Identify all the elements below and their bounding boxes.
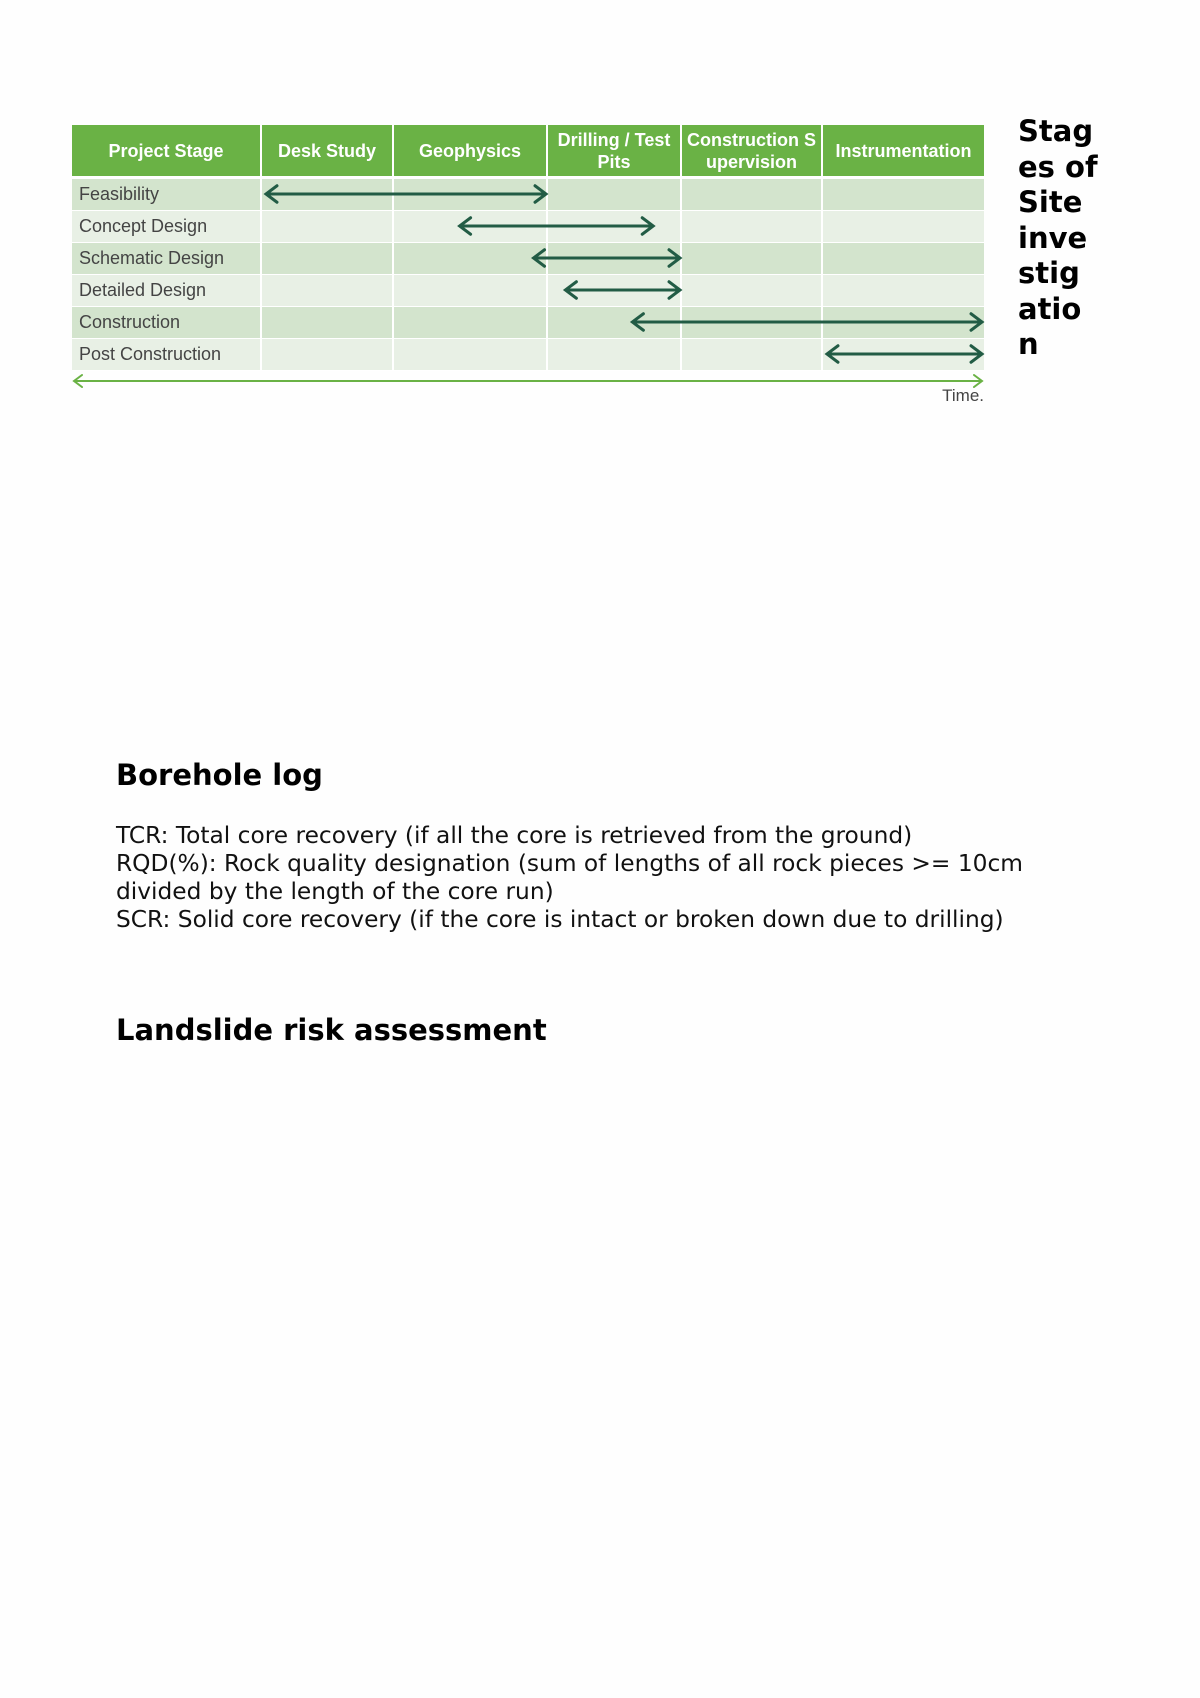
table-cell	[823, 211, 984, 243]
time-axis-label: Time.	[942, 386, 984, 405]
table-cell	[262, 179, 394, 211]
table-cell	[682, 179, 823, 211]
table-row	[72, 179, 984, 211]
stage-construction: Construction	[72, 307, 262, 339]
tcr-definition: TCR: Total core recovery (if all the core is retrieved from the ground)	[116, 822, 913, 849]
stage-concept-design: Concept Design	[72, 211, 262, 243]
table-header-row	[72, 125, 984, 179]
table-cell	[682, 275, 823, 307]
table-cell	[548, 211, 682, 243]
stage-schematic-design: Schematic Design	[72, 243, 262, 275]
table-cell	[682, 243, 823, 275]
table-cell	[823, 243, 984, 275]
header-instrumentation: Instrumentation	[823, 125, 984, 179]
table-row	[72, 275, 984, 307]
borehole-definitions	[116, 822, 1076, 934]
table-row	[72, 307, 984, 339]
side-caption: Stages of Site investigation	[1018, 114, 1098, 361]
table-cell	[548, 243, 682, 275]
header-project-stage: Project Stage	[72, 125, 262, 179]
table-cell	[262, 275, 394, 307]
table-cell	[682, 339, 823, 371]
table-cell	[394, 179, 548, 211]
table-row	[72, 243, 984, 275]
rqd-definition: RQD(%): Rock quality designation (sum of lengths of all rock pieces >= 10cm divided by the length of the core run)	[116, 850, 1023, 905]
landslide-risk-heading: Landslide risk assessment	[116, 1013, 547, 1047]
table-cell	[823, 339, 984, 371]
table-cell	[823, 275, 984, 307]
table-cell	[262, 243, 394, 275]
table-cell	[548, 307, 682, 339]
table-row	[72, 339, 984, 371]
header-geophysics: Geophysics	[394, 125, 548, 179]
table-cell	[682, 211, 823, 243]
table-cell	[394, 307, 548, 339]
borehole-log-heading: Borehole log	[116, 758, 323, 792]
table-cell	[394, 243, 548, 275]
table-cell	[682, 307, 823, 339]
table-row	[72, 211, 984, 243]
stage-post-construction: Post Construction	[72, 339, 262, 371]
table-cell	[394, 339, 548, 371]
table-cell	[262, 307, 394, 339]
table-cell	[394, 275, 548, 307]
header-desk-study: Desk Study	[262, 125, 394, 179]
stage-detailed-design: Detailed Design	[72, 275, 262, 307]
table-cell	[823, 307, 984, 339]
stage-feasibility: Feasibility	[72, 179, 262, 211]
table-cell	[262, 339, 394, 371]
header-construction-supervision: Construction Supervision	[682, 125, 823, 179]
table-cell	[394, 211, 548, 243]
header-drilling-test-pits: Drilling / Test Pits	[548, 125, 682, 179]
time-axis-arrow	[74, 375, 982, 387]
table-cell	[548, 339, 682, 371]
table-cell	[823, 179, 984, 211]
scr-definition: SCR: Solid core recovery (if the core is intact or broken down due to drilling)	[116, 906, 1004, 933]
table-cell	[548, 275, 682, 307]
table-cell	[548, 179, 682, 211]
table-cell	[262, 211, 394, 243]
stages-table	[72, 125, 984, 371]
